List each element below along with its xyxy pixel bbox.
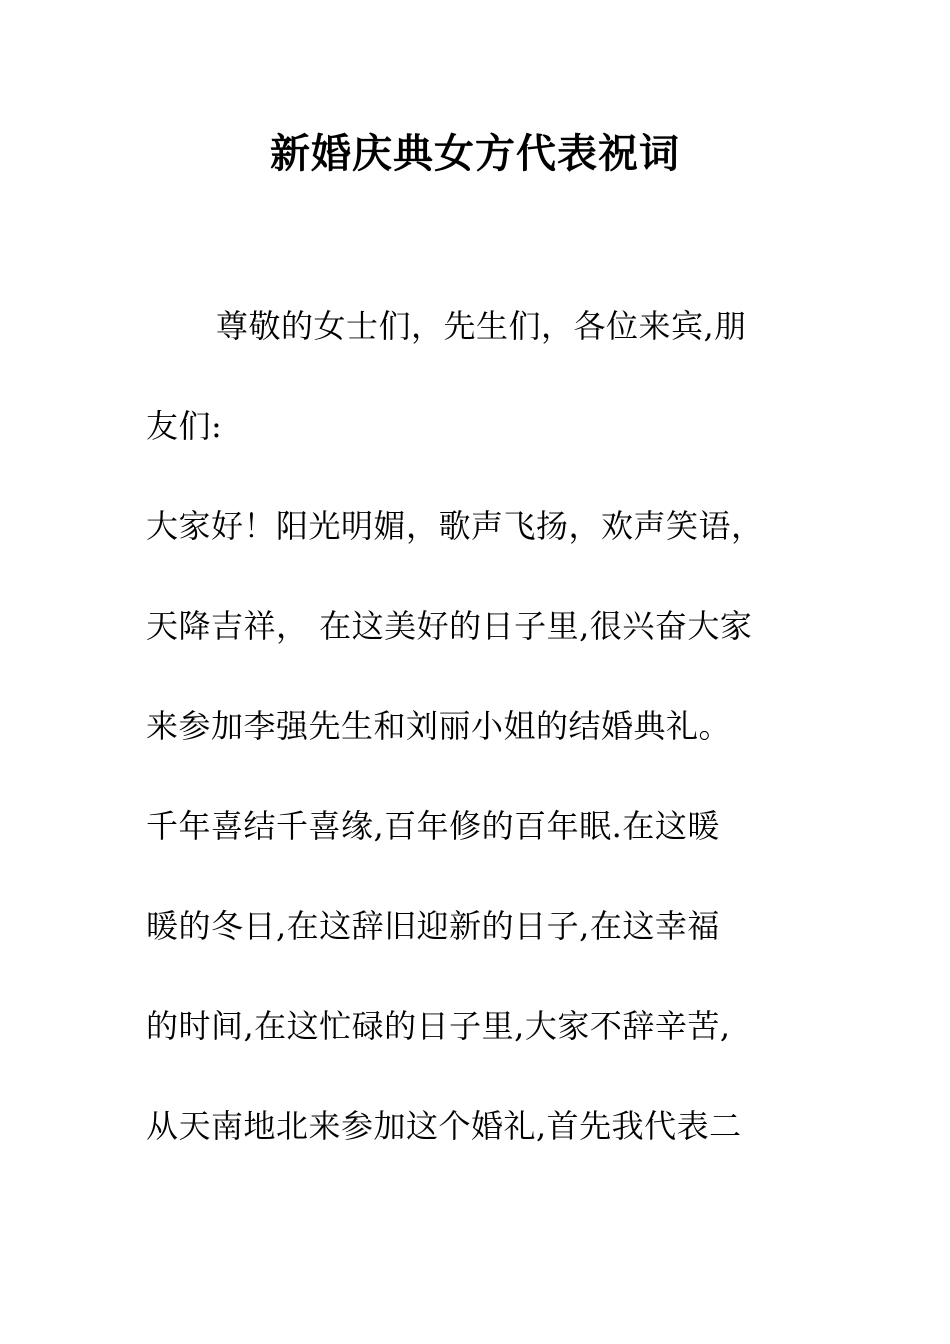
body-line: 来参加李强先生和刘丽小姐的结婚典礼。 — [146, 707, 732, 745]
body-line: 千年喜结千喜缘,百年修的百年眠.在这暖 — [146, 807, 720, 845]
body-line: 天降吉祥， 在这美好的日子里,很兴奋大家 — [146, 607, 753, 645]
body-line: 友们: — [146, 407, 223, 445]
document-title: 新婚庆典女方代表祝词 — [270, 130, 680, 177]
body-line: 暖的冬日,在这辞旧迎新的日子,在这幸福 — [146, 907, 720, 945]
body-line: 大家好！阳光明媚，歌声飞扬，欢声笑语， — [146, 507, 764, 545]
body-line: 尊敬的女士们，先生们，各位来宾,朋 — [216, 307, 747, 345]
body-line: 从天南地北来参加这个婚礼,首先我代表二 — [146, 1107, 742, 1145]
body-line: 的时间,在这忙碌的日子里,大家不辞辛苦, — [146, 1007, 731, 1045]
